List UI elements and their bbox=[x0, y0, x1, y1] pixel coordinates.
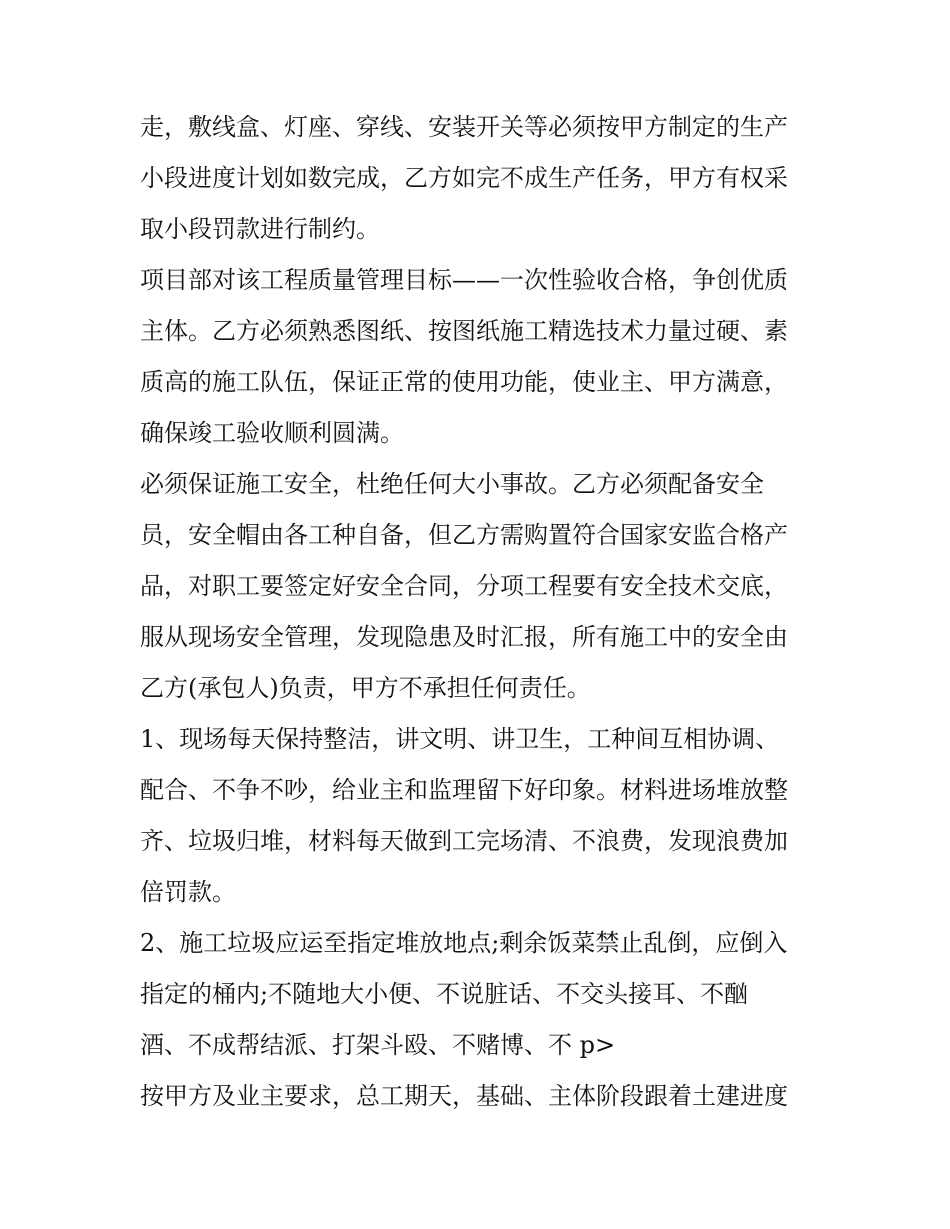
text-line: 小段进度计划如数完成，乙方如完不成生产任务，甲方有权采 bbox=[140, 164, 788, 192]
text-line: 员，安全帽由各工种自备，但乙方需购置符合国家安监合格产 bbox=[140, 521, 788, 549]
text-line: 质高的施工队伍，保证正常的使用功能，使业主、甲方满意， bbox=[140, 368, 788, 396]
text-line: 指定的桶内;不随地大小便、不说脏话、不交头接耳、不酗 bbox=[140, 980, 749, 1008]
text-line: 齐、垃圾归堆，材料每天做到工完场清、不浪费，发现浪费加 bbox=[140, 827, 788, 855]
text-line: 2、施工垃圾应运至指定堆放地点;剩余饭菜禁止乱倒，应倒入 bbox=[140, 929, 788, 957]
text-line: 乙方(承包人)负责，甲方不承担任何责任。 bbox=[140, 674, 591, 702]
text-line: 1、现场每天保持整洁，讲文明、讲卫生，工种间互相协调、 bbox=[140, 725, 780, 753]
text-line: 按甲方及业主要求，总工期天，基础、主体阶段跟着土建进度 bbox=[140, 1082, 788, 1110]
text-line: 品，对职工要签定好安全合同，分项工程要有安全技术交底， bbox=[140, 572, 788, 600]
text-line: 酒、不成帮结派、打架斗殴、不赌博、不 p> bbox=[140, 1031, 616, 1059]
text-line: 倍罚款。 bbox=[140, 878, 236, 906]
text-line: 必须保证施工安全，杜绝任何大小事故。乙方必须配备安全 bbox=[140, 470, 764, 498]
text-line: 主体。乙方必须熟悉图纸、按图纸施工精选技术力量过硬、素 bbox=[140, 317, 788, 345]
text-line: 确保竣工验收顺利圆满。 bbox=[140, 419, 404, 447]
text-line: 服从现场安全管理，发现隐患及时汇报，所有施工中的安全由 bbox=[140, 623, 788, 651]
text-line: 走，敷线盒、灯座、穿线、安装开关等必须按甲方制定的生产 bbox=[140, 113, 788, 141]
text-line: 项目部对该工程质量管理目标——一次性验收合格，争创优质 bbox=[140, 266, 788, 294]
text-line: 配合、不争不吵，给业主和监理留下好印象。材料进场堆放整 bbox=[140, 776, 788, 804]
text-line: 取小段罚款进行制约。 bbox=[140, 215, 380, 243]
